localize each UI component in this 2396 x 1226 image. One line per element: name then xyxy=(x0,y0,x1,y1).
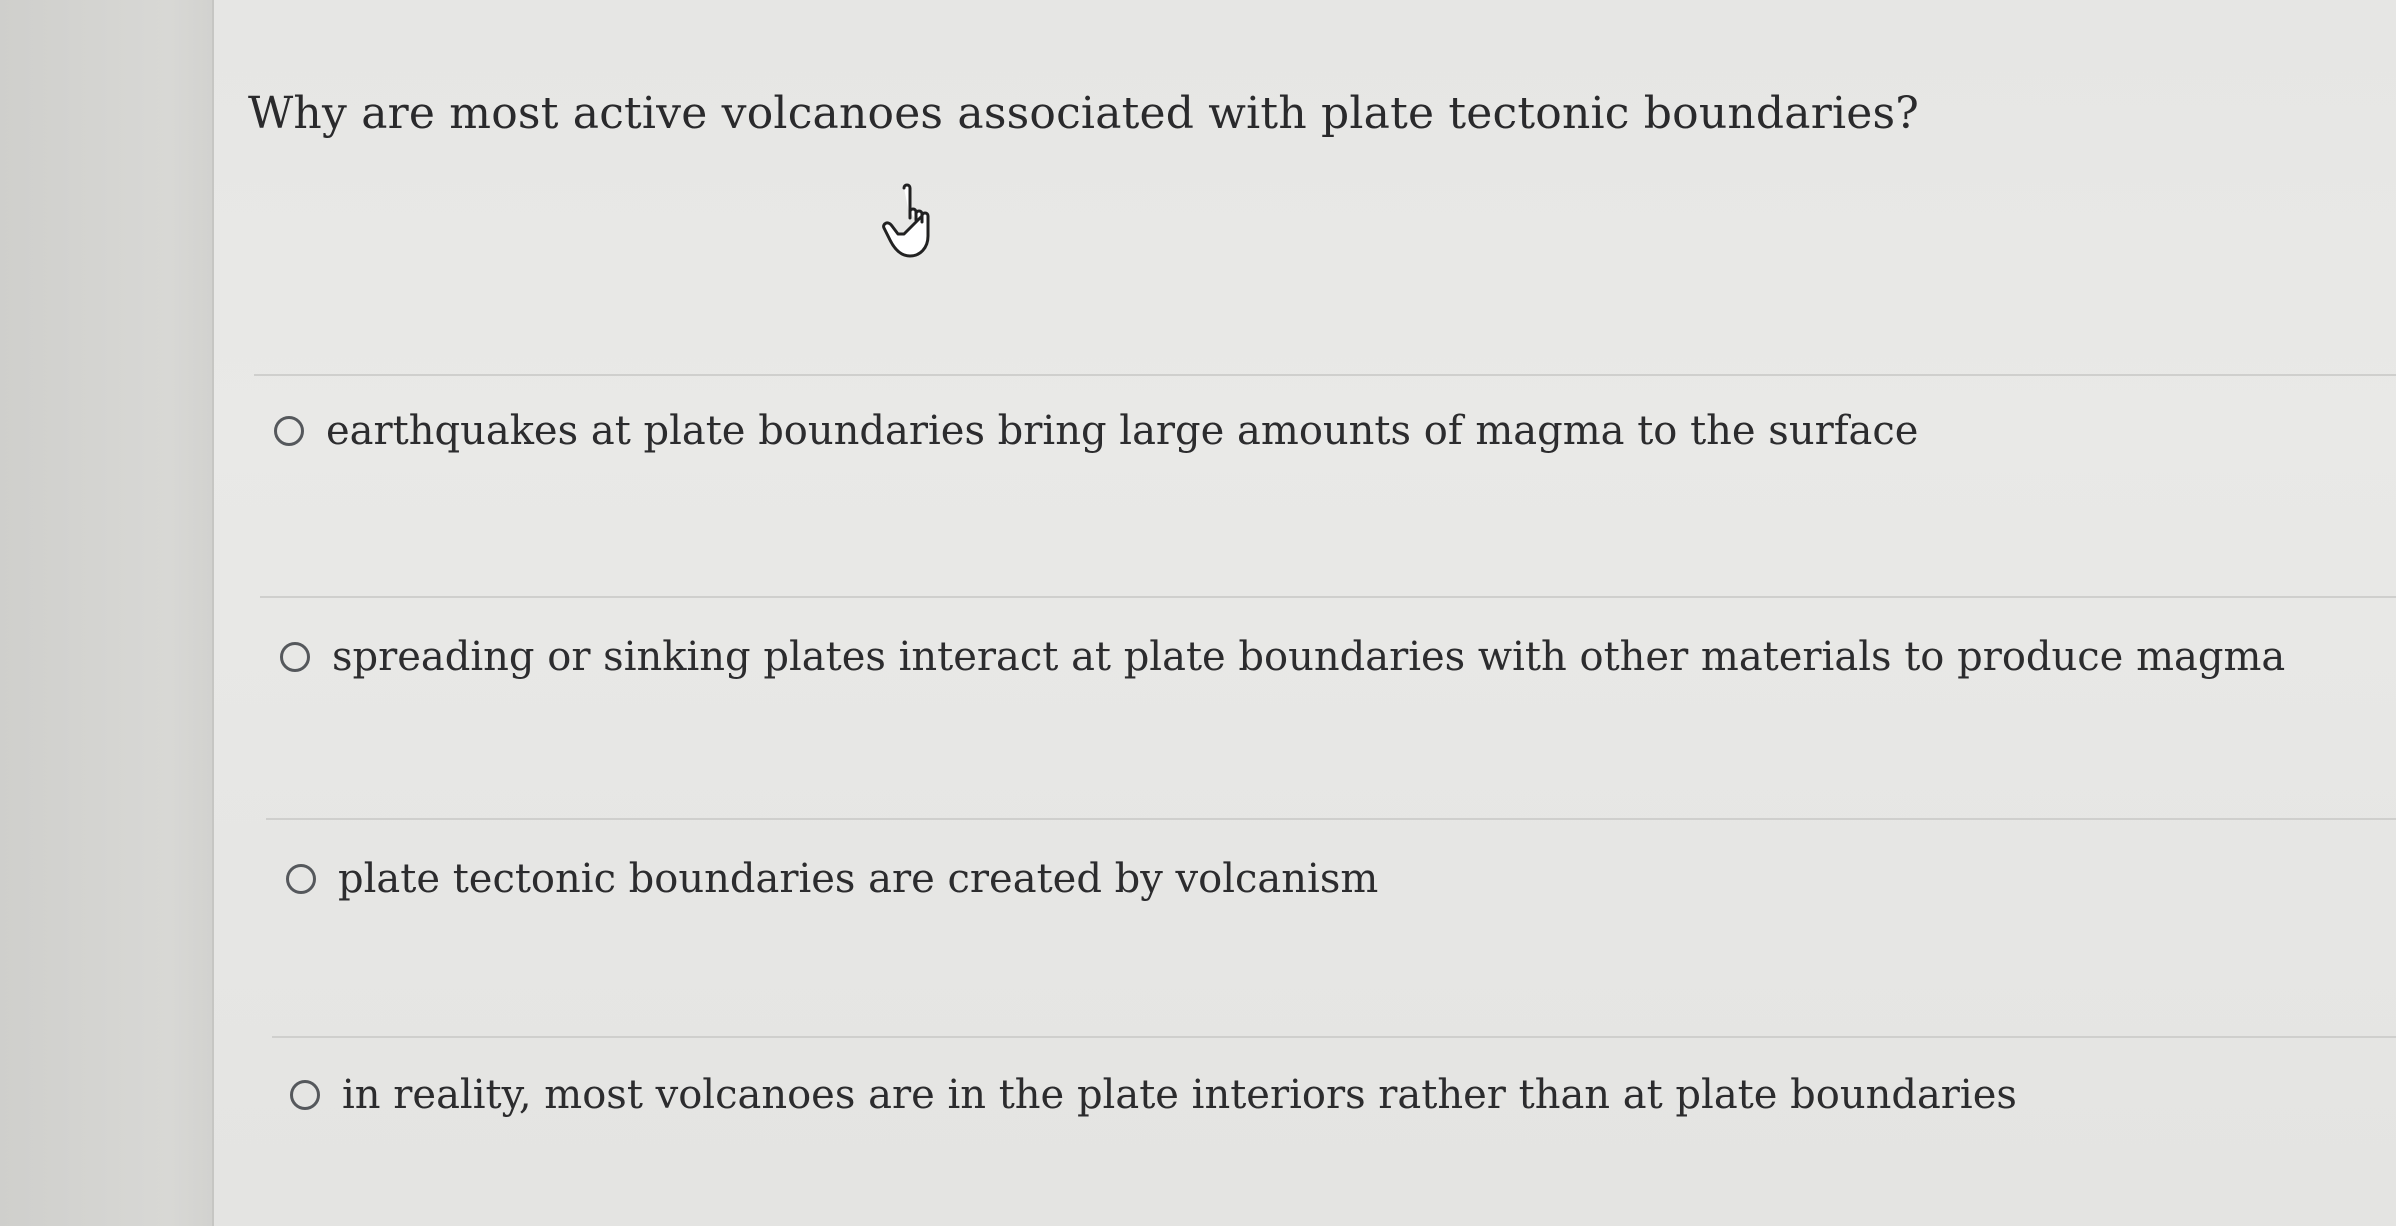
option-label-4: in reality, most volcanoes are in the plate interiors rather than at plate boundaries xyxy=(342,1072,2017,1118)
question-stem: Why are most active volcanoes associated with plate tectonic boundaries? xyxy=(248,88,1920,139)
option-label-2: spreading or sinking plates interact at plate boundaries with other materials to produce magma xyxy=(332,634,2286,680)
radio-button-2[interactable] xyxy=(280,642,310,672)
hand-pointer-icon xyxy=(882,182,946,262)
answer-option-3[interactable] xyxy=(286,856,1378,902)
answer-option-1[interactable] xyxy=(274,408,1918,454)
answer-option-2[interactable] xyxy=(280,634,2285,680)
divider xyxy=(266,818,2396,820)
divider xyxy=(272,1036,2396,1038)
radio-button-4[interactable] xyxy=(290,1080,320,1110)
option-label-1: earthquakes at plate boundaries bring large amounts of magma to the surface xyxy=(326,408,1919,454)
divider xyxy=(254,374,2396,376)
left-margin xyxy=(0,0,214,1226)
answer-option-4[interactable] xyxy=(290,1072,2017,1118)
option-label-3: plate tectonic boundaries are created by volcanism xyxy=(338,856,1379,902)
divider xyxy=(260,596,2396,598)
radio-button-3[interactable] xyxy=(286,864,316,894)
question-panel xyxy=(214,0,2396,1226)
radio-button-1[interactable] xyxy=(274,416,304,446)
